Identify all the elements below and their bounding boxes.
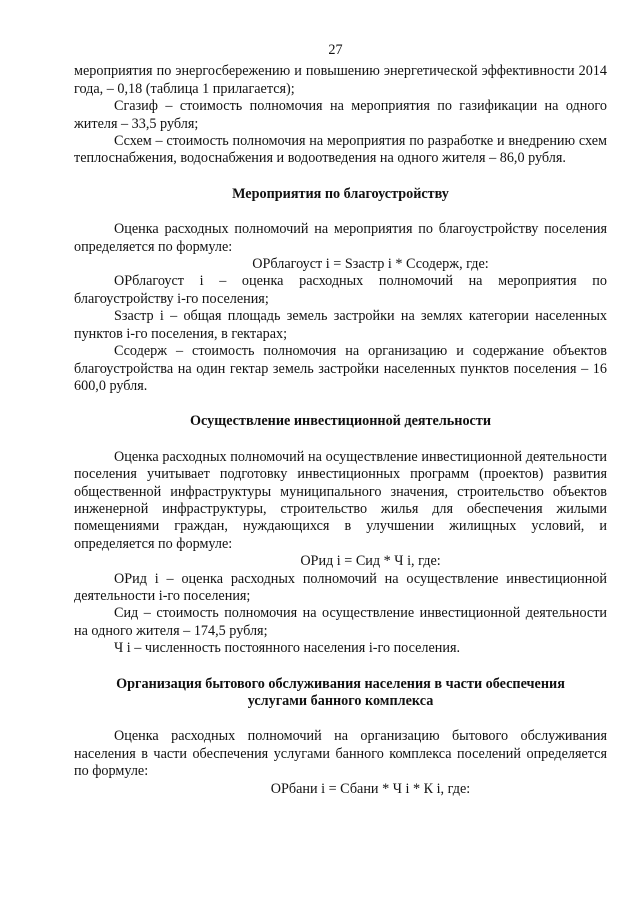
landscaping-formula: ОРблагоуст i = Sзастр i * Ссодерж, где: xyxy=(252,256,489,273)
bath-paragraph-1: Оценка расходных полномочий на организацию бытового обслуживания населения в части обеспечения услугами банного комплекса поселений определяется по формуле: xyxy=(74,728,607,780)
section-heading-investment: Осуществление инвестиционной деятельности xyxy=(190,413,491,430)
bath-formula: ОРбани i = Сбани * Ч i * К i, где: xyxy=(270,780,471,797)
investment-paragraph-1: Оценка расходных полномочий на осуществление инвестиционной деятельности поселения учитывает подготовку инвестиционных программ (проектов) развития общественной инфраструктуры муниципального значения, строительство объектов инженерной инфраструктуры, строительство жилья для обеспечения жилыми помещениями граждан, нуждающихся в улучшении жилищных условий, и определяется по формуле: xyxy=(74,448,607,552)
bath-heading-line-1: Организация бытового обслуживания населения в части обеспечения xyxy=(116,675,565,692)
bath-heading-line-2: услугами банного комплекса xyxy=(247,693,434,709)
investment-paragraph-4: Ч i – численность постоянного населения i-го поселения. xyxy=(114,640,461,657)
page-number: 27 xyxy=(328,42,343,58)
landscaping-paragraph-3: Sзастр i – общая площадь земель застройки на землях категории населенных пунктов i-го поселения, в гектарах; xyxy=(74,308,607,342)
landscaping-paragraph-4: Ссодерж – стоимость полномочия на организацию и содержание объектов благоустройства на один гектар земель застройки населенных пунктов поселения – 16 600,0 рубля. xyxy=(74,343,607,394)
landscaping-paragraph-1: Оценка расходных полномочий на мероприятия по благоустройству поселения определяется по формуле: xyxy=(74,221,607,255)
landscaping-paragraph-2: ОРблагоуст i – оценка расходных полномочий на мероприятия по благоустройству i-го поселения; xyxy=(74,273,607,307)
intro-paragraph-1: мероприятия по энергосбережению и повышению энергетической эффективности 2014 года, – 0,18 (таблица 1 прилагается); xyxy=(74,63,607,97)
intro-paragraph-2: Сгазиф – стоимость полномочия на мероприятия по газификации на одного жителя – 33,5 рубля; xyxy=(74,98,607,132)
intro-paragraph-3: Ссхем – стоимость полномочия на мероприятия по разработке и внедрению схем теплоснабжения, водоснабжения и водоотведения на одного жителя – 86,0 рубля. xyxy=(74,133,607,167)
investment-paragraph-3: Сид – стоимость полномочия на осуществление инвестиционной деятельности на одного жителя – 174,5 рубля; xyxy=(74,605,607,639)
section-heading-bath-services xyxy=(74,676,607,711)
investment-formula: ОРид i = Сид * Ч i, где: xyxy=(300,553,441,570)
investment-paragraph-2: ОРид i – оценка расходных полномочий на осуществление инвестиционной деятельности i-го поселения; xyxy=(74,570,607,604)
section-heading-landscaping: Мероприятия по благоустройству xyxy=(232,185,449,202)
